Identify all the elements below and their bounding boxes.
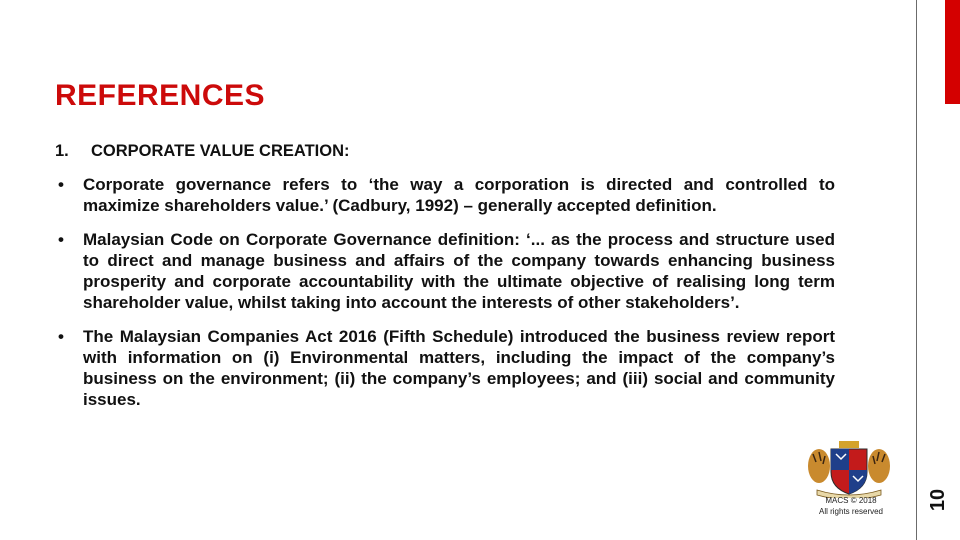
bullet-text: The Malaysian Companies Act 2016 (Fifth Schedule) introduced the business review report with information on (i) Environmental matters, including the impact of the company’s business on the environment; (ii) the company’s employees; and (iii) social and community issues.: [83, 327, 835, 409]
bullet-item: [58, 174, 835, 216]
bullet-list: [58, 174, 835, 423]
bullet-icon: •: [58, 175, 64, 194]
section-number: 1.: [55, 142, 69, 160]
coat-of-arms-icon: [803, 440, 895, 498]
bullet-icon: •: [58, 230, 64, 249]
page-number-text: 10: [927, 488, 949, 512]
rights-text: All rights reserved: [818, 507, 884, 516]
copyright-footer: [806, 495, 896, 517]
section-title: CORPORATE VALUE CREATION:: [91, 142, 350, 160]
vertical-divider: [916, 0, 917, 540]
bullet-icon: •: [58, 327, 64, 346]
bullet-item: [58, 326, 835, 410]
copyright-text: MACS © 2018: [825, 496, 877, 505]
bullet-item: [58, 229, 835, 313]
slide-title: REFERENCES: [55, 79, 266, 112]
section-heading: [55, 142, 350, 161]
accent-bar: [945, 0, 960, 104]
bullet-text: Malaysian Code on Corporate Governance definition: ‘... as the process and structure used to direct and manage business and affairs of the company towards enhancing business prosperity and corporate accountability with the ultimate objective of realising long term shareholder value, whilst taking into account the interests of other stakeholders’.: [83, 230, 835, 312]
bullet-text: Corporate governance refers to ‘the way a corporation is directed and controlled to maximize shareholders value.’ (Cadbury, 1992) – generally accepted definition.: [83, 175, 835, 215]
page-number: [918, 480, 958, 520]
